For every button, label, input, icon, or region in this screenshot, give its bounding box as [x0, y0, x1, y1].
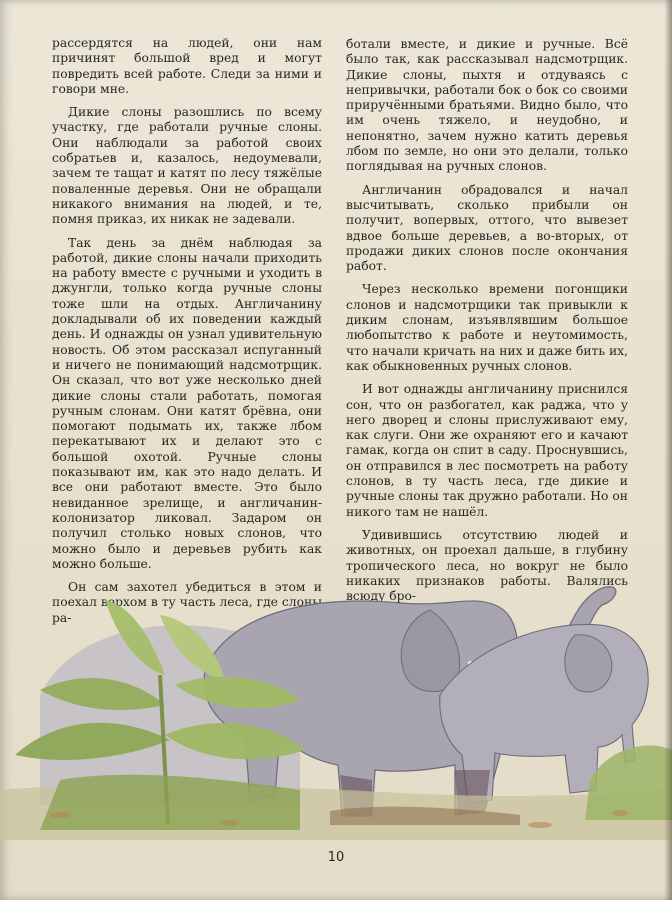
paragraph: Он сам захотел убедиться в этом и поехал верхом в ту часть леса, где слоны ра- — [52, 580, 322, 625]
page-number: 10 — [327, 850, 345, 865]
paragraph: Англичанин обрадовался и начал высчитывать, сколько прибыли он получит, вопервых, оттого, что вывезет вдвое больше деревьев, а во-вторых, от продажи диких слонов после окончания работ. — [346, 182, 628, 274]
paragraph: Так день за днём наблюдая за работой, дикие слоны начали приходить на работу вместе с ручными и уходить в джунгли, только когда ручные слоны тоже шли на отдых. Англичанину докладывали об их поведении каждый день. И однажды он узнал удивительную новость. Об этом рассказал испуганный и ничего не понимающий надсмотрщик. Он сказал, что вот уже несколько дней дикие слоны стали работать, помогая ручным слонам. Они катят брёвна, они помогают подымать их, также лбом перекатывают их и делают это с большой охотой. Ручные слоны показывают им, как это надо делать. И все они работают вместе. Это было невиданное зрелище, и англичанин-колонизатор ликовал. Задаром он получил столько новых слонов, что можно было и деревьев рубить как можно больше. — [52, 235, 322, 571]
page-edge-shadow — [664, 0, 672, 900]
paragraph: Удивившись отсутствию людей и животных, он проехал дальше, в глубину тропического леса, но вокруг не было никаких признаков работы. Валялись всюду бро- — [346, 527, 628, 604]
paragraph: Через несколько времени погонщики слонов и надсмотрщики так привыкли к диким слонам, изъявлявшим большое любопытство к работе и неутомимость, что начали кричать на них и даже бить их, как обыкновенных ручных слонов. — [346, 282, 628, 373]
paragraph: Дикие слоны разошлись по всему участку, где работали ручные слоны. Они наблюдали за работой своих собратьев и, казалось, недоумевали, зачем те тащат и катят по лесу тяжёлые поваленные деревья. Они не обращали никакого внимания на людей, и те, помня приказ, их никак не задевали. — [52, 105, 322, 227]
paragraph: И вот однажды англичанину приснился сон, что он разбогател, как раджа, что у него дворец и слоны прислуживают ему, как слуги. Они же охраняют его и качают гамак, когда он спит в саду. Проснувшись, он отправился в лес посмотреть на работу слонов, в ту часть леса, где дикие и ручные слоны так дружно работали. Но он никого там не нашёл. — [346, 382, 628, 519]
elephants-illustration — [0, 575, 672, 840]
right-text-column — [346, 37, 628, 612]
paragraph: ботали вместе, и дикие и ручные. Всё было так, как рассказывал надсмотрщик. Дикие слоны, пыхтя и отдуваясь с непривычки, работали бок о бок со своими приручёнными братьями. Видно было, что им очень тяжело, и неудобно, и непонятно, зачем нужно катить деревья лбом по земле, но они это делали, только поглядывая на ручных слонов. — [346, 37, 628, 174]
paragraph: рассердятся на людей, они нам причинят большой вред и могут повредить всей работе. Следи за ними и говори мне. — [52, 36, 322, 96]
left-text-column — [52, 36, 322, 634]
